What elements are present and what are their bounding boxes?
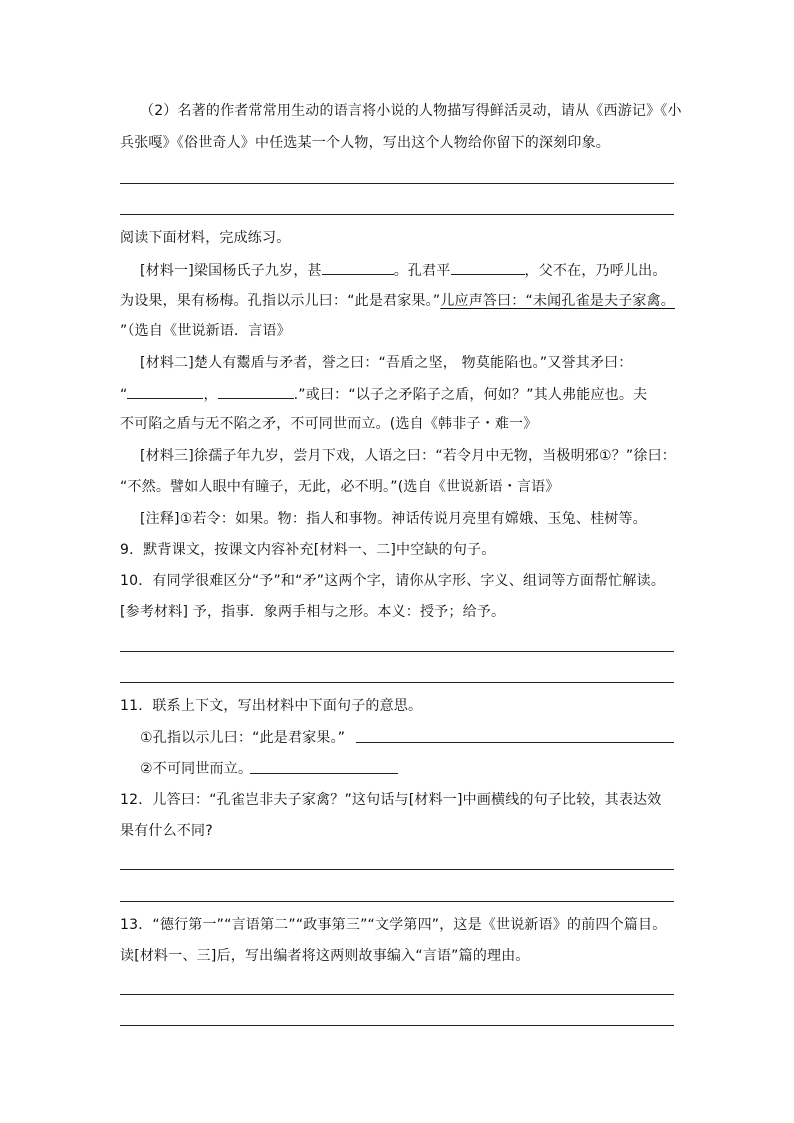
- answer-line[interactable]: [120, 1025, 674, 1026]
- question-12-line-2: 果有什么不同?: [120, 823, 213, 839]
- reading-intro: 阅读下面材料，完成练习。: [120, 230, 291, 246]
- material-1-text-c: ，父不在，乃呼儿出。: [524, 263, 667, 279]
- question-11-item-2-text: ②不可同世而立。: [140, 761, 253, 777]
- question-11-item-2: [140, 759, 680, 779]
- question-13-line-2: 读[材料一、三]后，写出编者将这两则故事编入“言语”篇的理由。: [120, 948, 530, 964]
- material-1-line-2: [120, 291, 680, 311]
- open-quote: “: [120, 387, 128, 403]
- material-2-source: 不可陷之盾与无不陷之矛，不可同世而立。(选自《韩非子・难一》: [120, 416, 538, 432]
- question-12-line-1: 12．儿答曰：“孔雀岂非夫子家禽？”这句话与[材料一]中画横线的句子比较，其表达效: [120, 792, 662, 808]
- q2-line-1: （2）名著的作者常常用生动的语言将小说的人物描写得鲜活灵动，请从《西游记》《小: [140, 103, 682, 119]
- material-1-source: ”（选自《世说新语．言语》: [120, 323, 291, 339]
- question-13-line-1: 13．“德行第一”“言语第二”“政事第三”“文学第四”，这是《世说新语》的前四个篇目。: [120, 917, 667, 933]
- question-11-item-1-text: ①孔指以示儿曰：“此是君家果。”: [140, 730, 346, 746]
- material-3-line-2: “不然。譬如人眼中有瞳子，无此，必不明。”(选自《世说新语・言语》: [120, 479, 560, 495]
- comma: ，: [203, 387, 218, 403]
- question-11-item-1: [140, 728, 680, 748]
- answer-line[interactable]: [356, 742, 674, 743]
- answer-line[interactable]: [120, 214, 674, 215]
- underlined-sentence: 儿应声答曰：“未闻孔雀是夫子家禽。: [440, 293, 675, 309]
- answer-line[interactable]: [250, 773, 398, 774]
- answer-line[interactable]: [120, 869, 674, 870]
- material-1-text-b: 。孔君平: [393, 263, 451, 279]
- material-1-line-1: [140, 260, 680, 281]
- answer-line[interactable]: [120, 994, 674, 995]
- q2-line-2: 兵张嘎》《俗世奇人》中任选某一个人物，写出这个人物给你留下的深刻印象。: [120, 135, 610, 151]
- material-2-line-2: [120, 384, 680, 405]
- material-1-text-a: [材料一]梁国杨氏子九岁，甚: [140, 263, 322, 279]
- answer-line[interactable]: [120, 901, 674, 902]
- material-2-line-1: [材料二]楚人有鬻盾与矛者，誉之曰：“吾盾之坚， 物莫能陷也。”又誉其矛曰：: [140, 355, 633, 371]
- blank-1[interactable]: [322, 260, 394, 275]
- blank-4[interactable]: [218, 384, 294, 399]
- question-10-reference: [参考材料] 予，指事．象两手相与之形。本义：授予；给予。: [120, 604, 506, 620]
- question-10-line-1: 10．有同学很难区分“予”和“矛”这两个字，请你从字形、字义、组词等方面帮忙解读。: [120, 573, 666, 589]
- answer-line[interactable]: [120, 651, 674, 652]
- question-9: 9．默背课文，按课文内容补充[材料一、二]中空缺的句子。: [120, 542, 496, 558]
- material-1-line-2-plain: 为设果，果有杨梅。孔指以示儿曰：“此是君家果。”: [120, 293, 441, 309]
- question-11: 11．联系上下文，写出材料中下面句子的意思。: [120, 698, 423, 714]
- material-2-line-2-rest: .”或曰：“以子之矛陷子之盾，何如？”其人弗能应也。夫: [293, 387, 648, 403]
- material-3-line-1: [材料三]徐孺子年九岁，尝月下戏，人语之曰：“若令月中无物，当极明邪①？”徐曰：: [140, 448, 676, 464]
- blank-2[interactable]: [451, 260, 525, 275]
- blank-3[interactable]: [127, 384, 203, 399]
- answer-line[interactable]: [120, 682, 674, 683]
- annotation-note: [注释]①若令：如果。物：指人和事物。神话传说月亮里有嫦娥、玉兔、桂树等。: [140, 511, 647, 527]
- answer-line[interactable]: [120, 183, 674, 184]
